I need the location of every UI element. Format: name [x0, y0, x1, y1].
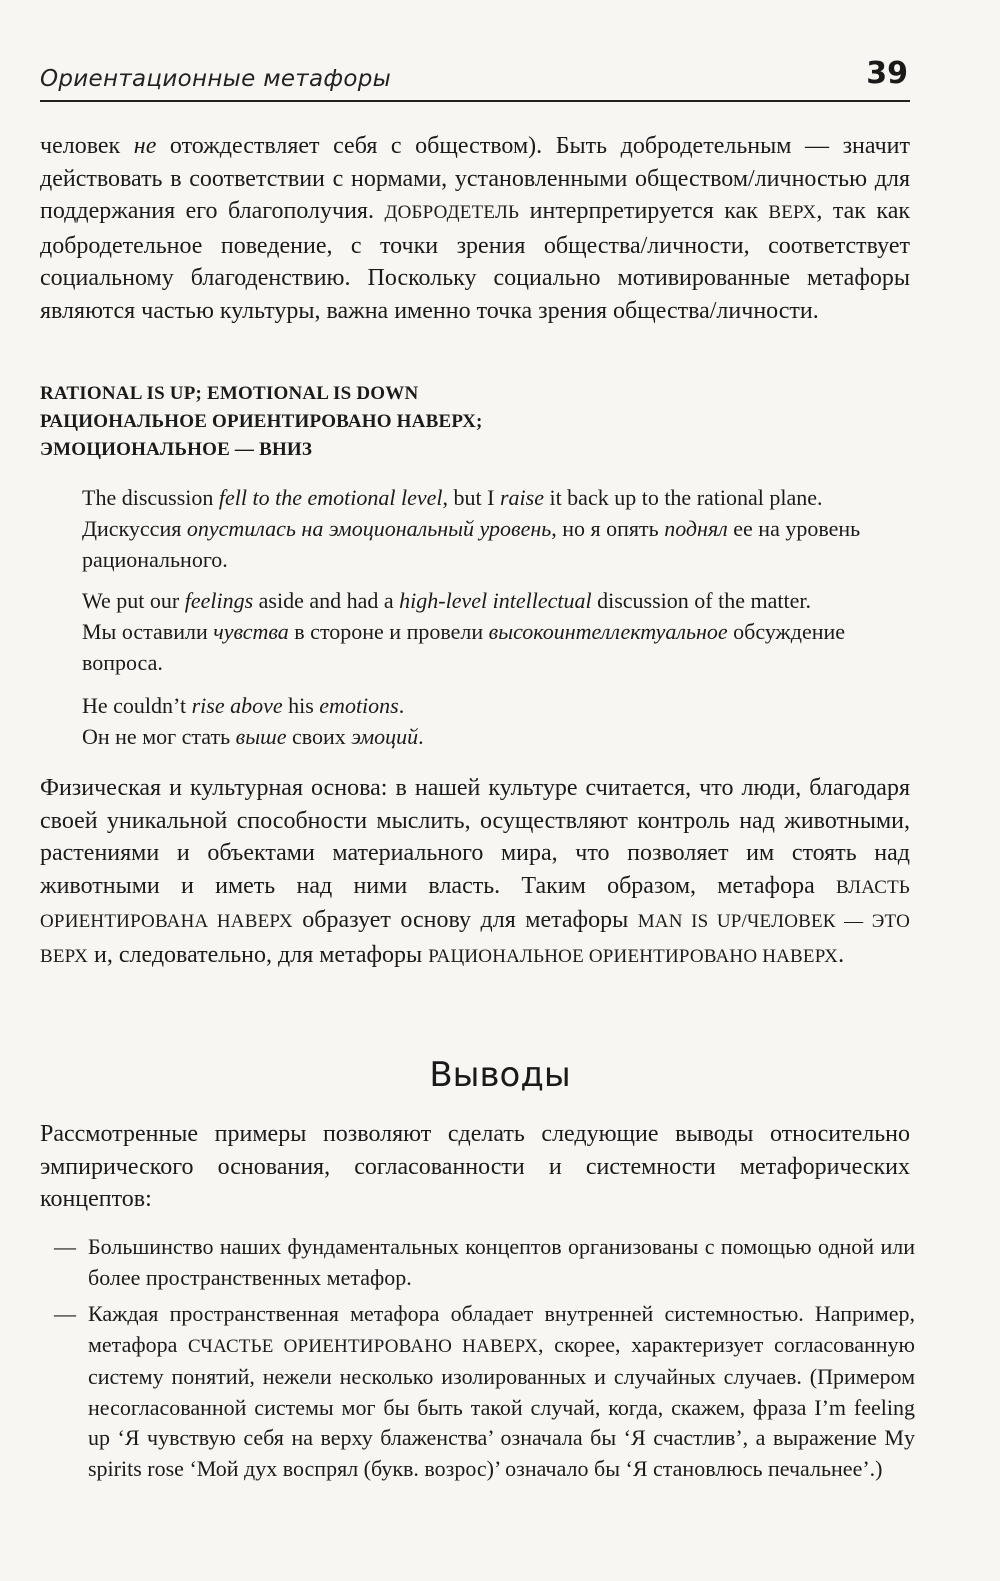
list-item-text: Большинство наших фундаментальных концептов организованы с помощью одной или более пространственных метафор. — [88, 1234, 915, 1290]
example-3 — [82, 690, 912, 752]
concept-smallcaps: ДОБРОДЕТЕЛЬ — [384, 202, 520, 223]
dash-marker: — — [54, 1234, 76, 1259]
text-run: образует основу для метафоры — [292, 907, 638, 933]
text-run: интерпретируется как — [519, 198, 769, 224]
list-item — [40, 1232, 915, 1293]
example-ru: Дискуссия опустилась на эмоциональный уровень, но я опять поднял ее на уровень рационального. — [82, 516, 861, 572]
emphasis: не — [133, 133, 157, 159]
example-en: We put our feelings aside and had a high-level intellectual discussion of the matter. — [82, 588, 811, 613]
list-item — [40, 1299, 915, 1484]
text-run: , так как добродетельное поведение, с точки зрения общества/личности, соответствует социальному благоденствию. Поскольку социально мотивированные метафоры являются частью культуры, важна именно точка зрения общества/личности. — [40, 198, 911, 324]
example-1 — [82, 482, 912, 575]
metaphor-heading-ru-2: ЭМОЦИОНАЛЬНОЕ — ВНИЗ — [40, 439, 313, 460]
example-2 — [82, 585, 912, 678]
example-en: He couldn’t rise above his emotions. — [82, 693, 405, 718]
example-en: The discussion fell to the emotional level, but I raise it back up to the rational plane. — [82, 485, 823, 510]
concept-smallcaps: ВЛАСТЬ ОРИЕНТИРОВАНА НАВЕРХ — [40, 876, 910, 932]
running-title: Ориентационные метафоры — [40, 66, 392, 92]
page-number: 39 — [866, 56, 908, 91]
list-item-text: , скорее, характеризует согласованную систему понятий, нежели несколько изолированных и случайных случаев. (Примером несогласованной системы мог бы быть такой случай, когда, скажем, фраза I’m feeling up ‘Я чувствую себя на верху блаженства’ означала бы ‘Я счастлив’, а выражение My spirits rose ‘Мой дух воспрял (букв. возрос)’ означало бы ‘Я становлюсь печальнее’.) — [88, 1331, 915, 1481]
list-item-text: Каждая пространственная метафора обладает внутренней системностью. Например, метафора — [88, 1301, 915, 1357]
example-ru: Он не мог стать выше своих эмоций. — [82, 724, 424, 749]
text-run: . — [838, 941, 845, 968]
metaphor-heading — [40, 380, 910, 464]
paragraph-virtue — [40, 130, 910, 327]
metaphor-heading-ru-1: РАЦИОНАЛЬНОЕ ОРИЕНТИРОВАНО НАВЕРХ; — [40, 411, 483, 432]
running-header — [40, 54, 910, 102]
conclusions-list — [40, 1232, 915, 1490]
dash-marker: — — [54, 1301, 76, 1326]
concept-smallcaps: ВЕРХ — [768, 202, 817, 223]
text-run: отождествляет себя с обществом). Быть добродетельным — значит действовать в соответствии с нормами, установленными обществом/личностью для поддержания его благополучия. — [40, 133, 910, 224]
metaphor-heading-en: RATIONAL IS UP; EMOTIONAL IS DOWN — [40, 383, 419, 404]
text-run: и, следовательно, для метафоры — [88, 941, 429, 968]
section-title: Выводы — [429, 1055, 571, 1095]
section-intro: Рассмотренные примеры позволяют сделать следующие выводы относительно эмпирического основания, согласованности и системности метафорических концептов: — [40, 1121, 910, 1212]
concept-smallcaps: MAN IS UP/ЧЕЛОВЕК — ЭТО ВЕРХ — [40, 911, 910, 967]
concept-smallcaps: РАЦИОНАЛЬНОЕ ОРИЕНТИРОВАНО НАВЕРХ — [428, 945, 839, 967]
text-run: Физическая и культурная основа: в нашей культуре считается, что люди, благодаря своей уникальной способности мыслить, осуществляют контроль над животными, растениями и объектами материального мира, что позволяет им стоять над животными и иметь над ними власть. Таким образом, метафора — [40, 775, 910, 899]
text-run: человек — [40, 133, 134, 159]
paragraph-physical-basis — [40, 772, 910, 973]
example-ru: Мы оставили чувства в стороне и провели высокоинтеллектуальное обсуждение вопроса. — [82, 619, 846, 675]
concept-smallcaps: СЧАСТЬЕ ОРИЕНТИРОВАНО НАВЕРХ — [188, 1335, 539, 1357]
